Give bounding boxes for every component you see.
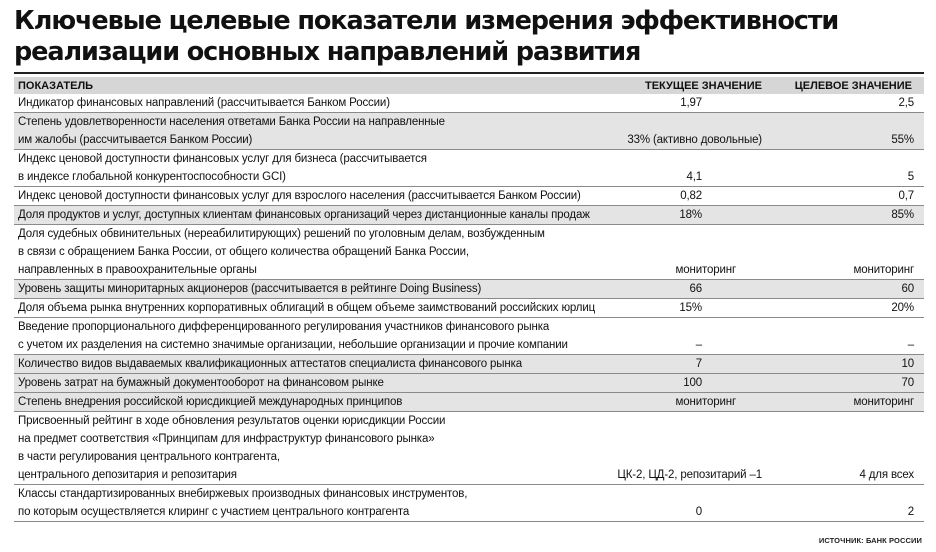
table-row <box>14 206 924 225</box>
table-row <box>14 113 924 150</box>
table-row <box>14 94 924 113</box>
kpi-table <box>14 77 924 522</box>
table-row <box>14 412 924 485</box>
table-row <box>14 299 924 318</box>
indicator-name: Индикатор финансовых направлений (рассчитывается Банком России) <box>18 97 390 109</box>
indicator-name: Классы стандартизированных внебиржевых производных финансовых инструментов, по которым осуществляется клиринг с участием центрального контрагента <box>18 488 468 518</box>
table-row <box>14 150 924 187</box>
table-row <box>14 485 924 522</box>
target-value: 0,7 <box>898 190 914 202</box>
target-value: мониторинг <box>853 264 914 276</box>
indicator-name: Уровень защиты миноритарных акционеров (рассчитывается в рейтинге Doing Business) <box>14 280 604 299</box>
current-value: – <box>695 339 702 351</box>
current-value: 4,1 <box>686 171 702 183</box>
target-value: 4 для всех <box>859 469 914 481</box>
current-value: 100 <box>604 374 774 393</box>
target-value: – <box>907 339 914 351</box>
current-value: 0 <box>695 506 702 518</box>
current-value: мониторинг <box>675 264 736 276</box>
table-row <box>14 280 924 299</box>
table-row <box>14 187 924 206</box>
current-value: 33% (активно довольные) <box>604 113 774 150</box>
indicator-name: Введение пропорционального дифференцированного регулирования участников финансового рынка с учетом их разделения на системно значимые организации, небольшие организации и прочие компании <box>18 321 568 351</box>
target-value: 60 <box>774 280 924 299</box>
indicator-name: Присвоенный рейтинг в ходе обновления результатов оценки юрисдикции России на предмет соответствия «Принципам для инфраструктур финансового рынка» в части регулирования центрального контрагента, центрального депозитария и репозитария <box>18 415 446 481</box>
title-divider <box>14 72 924 74</box>
target-value: 5 <box>907 171 914 183</box>
current-value: 7 <box>604 355 774 374</box>
table-row <box>14 318 924 355</box>
target-value: 2,5 <box>898 97 914 109</box>
indicator-name: Доля объема рынка внутренних корпоративных облигаций в общем объеме заимствований российских юрлиц <box>18 302 596 314</box>
header-indicator: ПОКАЗАТЕЛЬ <box>14 77 604 94</box>
table-row <box>14 374 924 393</box>
source-note: ИСТОЧНИК: БАНК РОССИИ <box>818 536 922 545</box>
target-value: 70 <box>774 374 924 393</box>
header-target-value: ЦЕЛЕВОЕ ЗНАЧЕНИЕ <box>774 77 924 94</box>
target-value: мониторинг <box>774 393 924 412</box>
target-value: 85% <box>774 206 924 225</box>
current-value: ЦК-2, ЦД-2, репозитарий –1 <box>617 469 762 481</box>
target-value: 10 <box>774 355 924 374</box>
indicator-name: Доля судебных обвинительных (нереабилитирующих) решений по уголовным делам, возбужденным в связи с обращением Банка России, от общего количества обращений Банка России, направленных в правоохранительные органы <box>18 228 545 276</box>
current-value: 66 <box>604 280 774 299</box>
indicator-name: Степень удовлетворенности населения ответами Банка России на направленные им жалобы (рассчитывается Банком России) <box>14 113 604 150</box>
indicator-name: Доля продуктов и услуг, доступных клиентам финансовых организаций через дистанционные каналы продаж <box>14 206 604 225</box>
table-row <box>14 393 924 412</box>
target-value: 20% <box>891 302 914 314</box>
current-value: 0,82 <box>680 190 702 202</box>
indicator-name: Индекс ценовой доступности финансовых услуг для бизнеса (рассчитывается в индексе глобальной конкурентоспособности GCI) <box>18 153 427 183</box>
target-value: 2 <box>907 506 914 518</box>
table-header-row <box>14 77 924 94</box>
current-value: 18% <box>604 206 774 225</box>
indicator-name: Индекс ценовой доступности финансовых услуг для взрослого населения (рассчитывается Банком России) <box>18 190 581 202</box>
table-row <box>14 225 924 280</box>
current-value: мониторинг <box>604 393 774 412</box>
target-value: 55% <box>774 113 924 150</box>
indicator-name: Количество видов выдаваемых квалификационных аттестатов специалиста финансового рынка <box>14 355 604 374</box>
page-title: Ключевые целевые показатели измерения эффективности реализации основных направлений развития <box>14 6 839 67</box>
indicator-name: Степень внедрения российской юрисдикцией международных принципов <box>14 393 604 412</box>
current-value: 15% <box>679 302 702 314</box>
table-row <box>14 355 924 374</box>
indicator-name: Уровень затрат на бумажный документооборот на финансовом рынке <box>14 374 604 393</box>
current-value: 1,97 <box>680 97 702 109</box>
header-current-value: ТЕКУЩЕЕ ЗНАЧЕНИЕ <box>604 77 774 94</box>
